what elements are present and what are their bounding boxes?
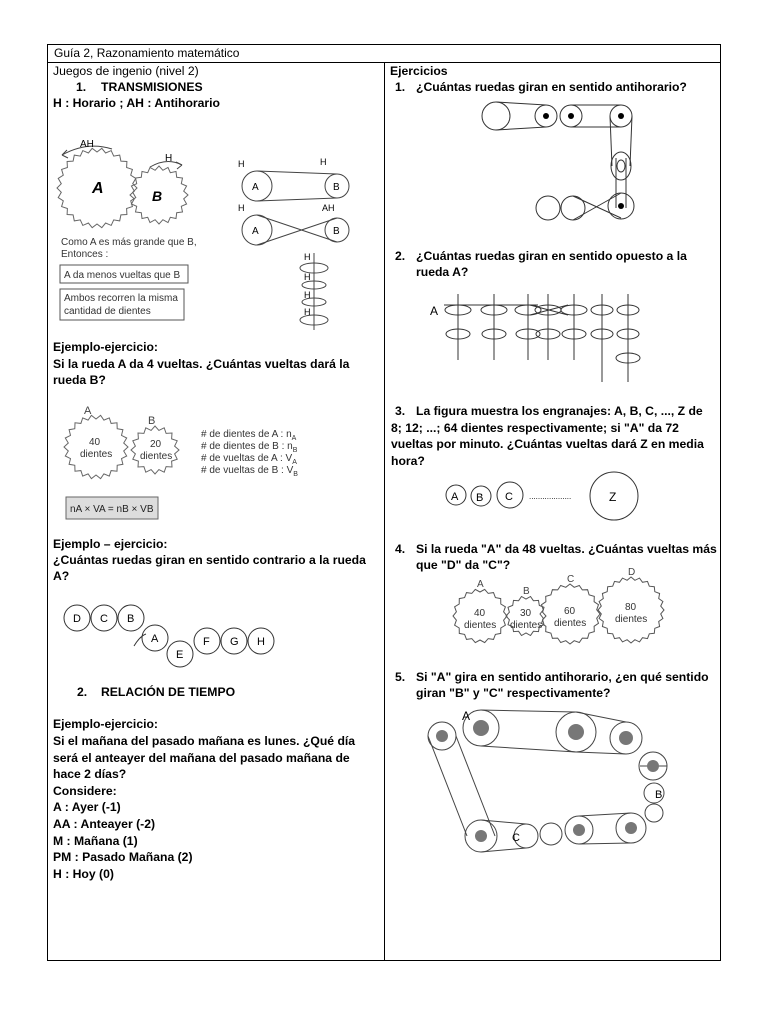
wheel-label: F	[203, 636, 210, 648]
q5-c: C	[512, 832, 520, 844]
svg-text:H: H	[304, 272, 311, 282]
wheel-label: B	[127, 613, 135, 625]
q2-figure	[428, 290, 668, 386]
fig2-a: A	[84, 405, 92, 417]
q5-figure	[426, 700, 676, 860]
wheels-chain-figure	[56, 598, 296, 670]
legend: H : Horario ; AH : Antihorario	[53, 96, 221, 110]
q2-line-1: ¿Cuántas ruedas giran en sentido opuesto a la	[416, 249, 687, 263]
q4-gear-number: 60	[564, 606, 576, 617]
text-line: AA : Anteayer (-2)	[53, 817, 156, 831]
def-3: # de vueltas de A : V	[201, 453, 293, 464]
text-line: será el anteayer del mañana del pasado mañana de	[53, 750, 350, 765]
section-1-number: 1.	[76, 80, 87, 94]
svg-text:B: B	[333, 182, 340, 193]
q4-gear-label: A	[477, 579, 484, 590]
q4-gear-dientes: dientes	[510, 620, 543, 631]
def-1: # de dientes de A : n	[201, 429, 292, 440]
ah-label: AH	[80, 139, 94, 150]
teeth-figure	[56, 403, 336, 523]
q5-a: A	[462, 709, 471, 723]
svg-text:H: H	[304, 290, 311, 300]
svg-text:B: B	[333, 226, 340, 237]
q2-a-label: A	[430, 304, 439, 318]
q4-gear-number: 30	[520, 608, 532, 619]
subtitle: Juegos de ingenio (nivel 2)	[53, 64, 199, 78]
wheel-label: G	[230, 636, 239, 648]
q4-gear-label: D	[628, 567, 636, 578]
q4-gear-label: B	[523, 586, 530, 597]
q5-line-1: Si "A" gira en sentido antihorario, ¿en qué sentido	[416, 670, 709, 684]
box-2b: cantidad de dientes	[64, 306, 151, 317]
text-line: hora?	[391, 453, 425, 468]
def-4-sub: B	[293, 471, 298, 478]
q4-gear-number: 40	[474, 608, 486, 619]
wheel-label: A	[151, 633, 159, 645]
section-1-title: TRANSMISIONES	[101, 80, 203, 94]
q2-line-2: rueda A?	[416, 265, 469, 279]
q4-gear-dientes: dientes	[615, 614, 648, 625]
def-3-sub: A	[292, 459, 297, 466]
section-2-title: RELACIÓN DE TIEMPO	[101, 685, 236, 699]
example-2-title: Ejemplo – ejercicio:	[53, 537, 168, 551]
svg-text:H: H	[304, 252, 311, 262]
q4-gear-dientes: dientes	[554, 618, 587, 629]
formula: nA × VA = nB × VB	[70, 504, 154, 515]
gear-a	[57, 148, 137, 227]
ah-label-2: AH	[322, 203, 335, 213]
q3-number: 3.	[395, 404, 406, 418]
q5-line-2: giran "B" y "C" respectivamente?	[416, 686, 611, 700]
q3-b: B	[476, 492, 484, 504]
q3-dots: ...................	[529, 492, 572, 501]
text-line: La figura muestra los engranajes: A, B, C, ..., Z de	[416, 404, 703, 418]
section-2-number: 2.	[77, 685, 88, 699]
box-1: A da menos vueltas que B	[64, 270, 181, 281]
example-3-title: Ejemplo-ejercicio:	[53, 717, 158, 731]
wheel-label: C	[100, 613, 108, 625]
fig2-b-number: 20	[150, 439, 162, 450]
q4-gear-label: C	[567, 574, 575, 585]
q4-line-1: Si la rueda "A" da 48 vueltas. ¿Cuántas vueltas más	[416, 542, 717, 556]
text-line: H : Hoy (0)	[53, 866, 114, 881]
text-line: Considere:	[53, 783, 117, 798]
svg-text:H: H	[320, 157, 327, 167]
gear-a-label: A	[92, 180, 104, 197]
fig2-a-number: 40	[89, 437, 101, 448]
q4-gear-dientes: dientes	[464, 620, 497, 631]
def-1-sub: A	[291, 435, 297, 442]
wheel-label: E	[176, 649, 184, 661]
example-1-line-2: rueda B?	[53, 373, 106, 387]
h-label: H	[165, 153, 173, 164]
def-4: # de vueltas de B : V	[201, 465, 294, 476]
svg-text:A: A	[252, 226, 259, 237]
text-line: hace 2 días?	[53, 767, 127, 782]
fig2-a-dientes: dientes	[80, 449, 113, 460]
note-2: Entonces :	[61, 249, 109, 260]
q1-figure	[476, 98, 646, 226]
note-1: Como A es más grande que B,	[61, 237, 197, 248]
transmission-figure	[52, 135, 342, 330]
q4-gear-number: 80	[625, 602, 637, 613]
text-line: Si el mañana del pasado mañana es lunes. ¿Qué día	[53, 734, 356, 748]
text-line: A : Ayer (-1)	[53, 800, 121, 815]
text-line: vueltas por minuto. ¿Cuántas vueltas dará Z en media	[391, 437, 704, 452]
h-label-2: H	[238, 159, 245, 169]
gear-b-label: B	[152, 188, 163, 204]
svg-text:H: H	[238, 203, 245, 213]
q4-figure	[448, 567, 674, 650]
svg-text:H: H	[304, 307, 311, 317]
svg-text:A: A	[252, 182, 259, 193]
example-2-line-2: A?	[53, 569, 70, 583]
worksheet-title: Guía 2, Razonamiento matemático	[48, 45, 720, 63]
q4-line-2: que "D" da "C"?	[416, 558, 511, 572]
def-2-sub: B	[292, 447, 298, 454]
q3-a: A	[451, 491, 459, 503]
q3-c: C	[505, 491, 513, 503]
q1-text: ¿Cuántas ruedas giran en sentido antihorario?	[416, 80, 687, 94]
def-2: # de dientes de B : n	[201, 441, 293, 452]
example-2-line-1: ¿Cuántas ruedas giran en sentido contrario a la rueda	[53, 553, 366, 567]
wheel-label: H	[257, 636, 265, 648]
q5-b: B	[655, 789, 663, 801]
text-line: 8; 12; ...; 64 dientes respectivamente; si "A" da 72	[391, 420, 679, 435]
example-1-title: Ejemplo-ejercicio:	[53, 340, 158, 354]
text-line: PM : Pasado Mañana (2)	[53, 850, 193, 865]
q5-number: 5.	[395, 670, 406, 684]
svg-text:# de vueltas de B : VB	[201, 465, 298, 478]
column-divider	[384, 63, 385, 961]
box-2a: Ambos recorren la misma	[64, 293, 178, 304]
q3-z: Z	[609, 490, 617, 504]
gear-b	[130, 166, 188, 224]
exercises-title: Ejercicios	[390, 64, 448, 78]
fig2-b-dientes: dientes	[140, 451, 173, 462]
q4-number: 4.	[395, 542, 406, 556]
text-line: M : Mañana (1)	[53, 833, 138, 848]
q3-figure	[440, 476, 660, 524]
wheel-label: D	[73, 613, 81, 625]
q2-number: 2.	[395, 249, 406, 263]
fig2-b: B	[148, 415, 156, 427]
q1-number: 1.	[395, 80, 406, 94]
example-1-line-1: Si la rueda A da 4 vueltas. ¿Cuántas vueltas dará la	[53, 357, 350, 371]
